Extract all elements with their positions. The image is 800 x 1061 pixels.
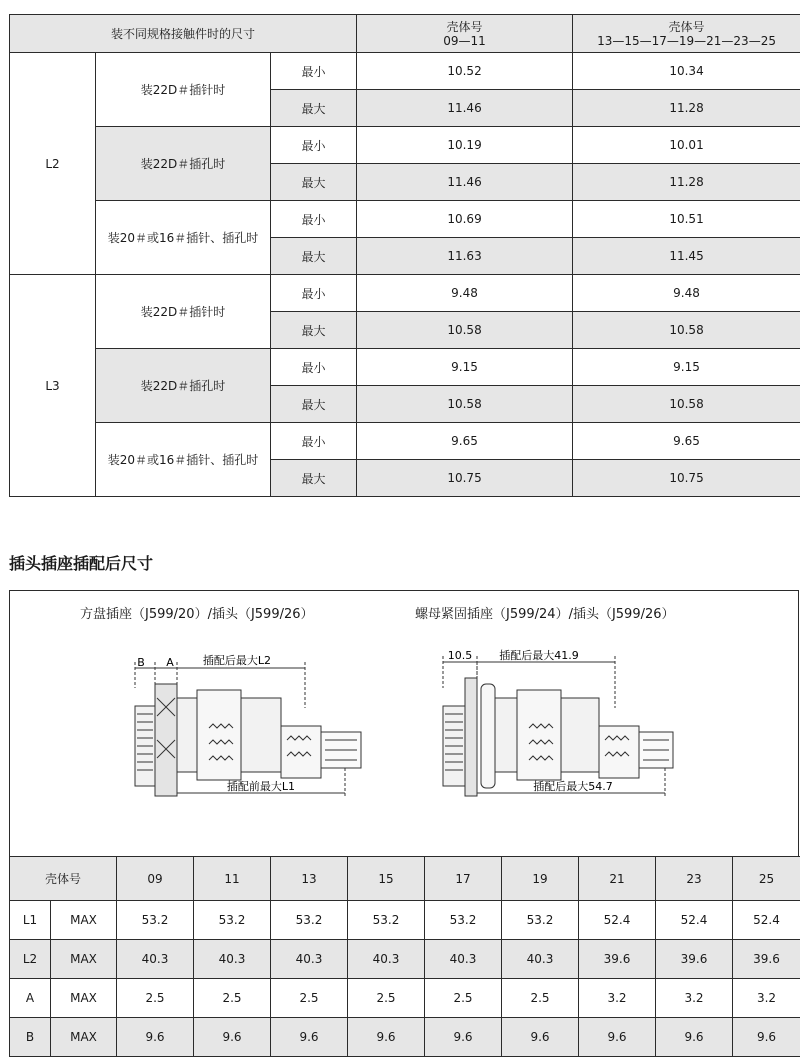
value-cell-13-25: 10.34 xyxy=(573,53,800,90)
table-row xyxy=(10,53,800,90)
dim-41-9-label: 插配后最大41.9 xyxy=(499,649,579,662)
minmax-label: 最大 xyxy=(271,312,357,349)
dimension-value: 3.2 xyxy=(733,979,800,1018)
header-shell-13-25 xyxy=(573,15,800,53)
value-cell-13-25: 10.01 xyxy=(573,127,800,164)
contact-dimension-table xyxy=(9,14,800,497)
jam-nut-receptacle-drawing xyxy=(435,648,680,798)
value-cell-09-11: 9.48 xyxy=(357,275,573,312)
dimension-value: 39.6 xyxy=(733,940,800,979)
dim-10-5-label: 10.5 xyxy=(447,649,473,662)
dimension-value: 2.5 xyxy=(502,979,579,1018)
dimension-value: 53.2 xyxy=(502,901,579,940)
value-cell-09-11: 10.19 xyxy=(357,127,573,164)
table-row xyxy=(10,201,800,238)
dimension-value: 2.5 xyxy=(425,979,502,1018)
dimension-value: 9.6 xyxy=(271,1018,348,1057)
value-cell-09-11: 10.52 xyxy=(357,53,573,90)
shell-size-header: 壳体号 xyxy=(10,857,117,901)
minmax-label: 最小 xyxy=(271,127,357,164)
value-cell-13-25: 11.45 xyxy=(573,238,800,275)
dimension-value: 40.3 xyxy=(348,940,425,979)
value-cell-13-25: 9.48 xyxy=(573,275,800,312)
dimension-name: A xyxy=(10,979,51,1018)
value-cell-09-11: 11.46 xyxy=(357,90,573,127)
shell-size-cell: 15 xyxy=(348,857,425,901)
left-figure-caption: 方盘插座（J599/20）/插头（J599/26） xyxy=(80,607,314,622)
minmax-label: 最小 xyxy=(271,423,357,460)
dimension-value: 9.6 xyxy=(733,1018,800,1057)
dimension-value: 3.2 xyxy=(656,979,733,1018)
table-row xyxy=(10,979,800,1018)
value-cell-09-11: 10.75 xyxy=(357,460,573,497)
table-row xyxy=(10,275,800,312)
dimension-value: 52.4 xyxy=(579,901,656,940)
header-col2-title: 壳体号 xyxy=(668,19,705,34)
table-row xyxy=(10,901,800,940)
dimension-value: 53.2 xyxy=(194,901,271,940)
dim-b-label: B xyxy=(137,656,145,669)
header-col2-sub: 13—15—17—19—21—23—25 xyxy=(597,33,776,48)
dimension-value: 2.5 xyxy=(271,979,348,1018)
value-cell-09-11: 10.58 xyxy=(357,312,573,349)
dimension-value: 52.4 xyxy=(656,901,733,940)
dimension-value: 9.6 xyxy=(194,1018,271,1057)
table-row xyxy=(10,940,800,979)
shell-size-cell: 21 xyxy=(579,857,656,901)
dimension-value: 9.6 xyxy=(117,1018,194,1057)
contact-type-label: 装22D＃插针时 xyxy=(96,53,271,127)
value-cell-13-25: 11.28 xyxy=(573,164,800,201)
minmax-label: 最大 xyxy=(271,90,357,127)
shell-size-cell: 09 xyxy=(117,857,194,901)
value-cell-13-25: 11.28 xyxy=(573,90,800,127)
dimension-value: 9.6 xyxy=(579,1018,656,1057)
dimension-value: 9.6 xyxy=(656,1018,733,1057)
table-row xyxy=(10,349,800,386)
minmax-label: 最大 xyxy=(271,238,357,275)
value-cell-09-11: 9.65 xyxy=(357,423,573,460)
dim-l1-label: 插配前最大L1 xyxy=(226,780,296,793)
value-cell-13-25: 10.75 xyxy=(573,460,800,497)
dimension-value: 52.4 xyxy=(733,901,800,940)
minmax-label: 最小 xyxy=(271,201,357,238)
value-cell-13-25: 10.58 xyxy=(573,386,800,423)
dimension-kind: MAX xyxy=(51,1018,117,1057)
header-col1-title: 壳体号 xyxy=(446,19,483,34)
dimension-value: 40.3 xyxy=(271,940,348,979)
dimension-value: 3.2 xyxy=(579,979,656,1018)
dimension-value: 39.6 xyxy=(656,940,733,979)
contact-type-label: 装22D＃插针时 xyxy=(96,275,271,349)
shell-size-cell: 11 xyxy=(194,857,271,901)
dimension-kind: MAX xyxy=(51,979,117,1018)
mated-dimension-table xyxy=(9,856,800,1057)
dimension-value: 9.6 xyxy=(425,1018,502,1057)
dimension-value: 53.2 xyxy=(425,901,502,940)
value-cell-13-25: 9.65 xyxy=(573,423,800,460)
dimension-value: 9.6 xyxy=(348,1018,425,1057)
dim-l2-label: 插配后最大L2 xyxy=(202,654,272,667)
table-row xyxy=(10,1018,800,1057)
dimension-value: 2.5 xyxy=(194,979,271,1018)
value-cell-09-11: 10.69 xyxy=(357,201,573,238)
right-figure-caption: 螺母紧固插座（J599/24）/插头（J599/26） xyxy=(415,607,675,622)
section-title: 插头插座插配后尺寸 xyxy=(9,554,154,573)
value-cell-13-25: 10.51 xyxy=(573,201,800,238)
minmax-label: 最大 xyxy=(271,164,357,201)
dimension-kind: MAX xyxy=(51,940,117,979)
contact-type-label: 装20＃或16＃插针、插孔时 xyxy=(96,201,271,275)
header-title: 装不同规格接触件时的尺寸 xyxy=(10,15,357,53)
contact-type-label: 装22D＃插孔时 xyxy=(96,127,271,201)
dimension-name: L1 xyxy=(10,901,51,940)
shell-size-cell: 17 xyxy=(425,857,502,901)
table-header-row xyxy=(10,15,800,53)
dimension-value: 53.2 xyxy=(271,901,348,940)
dimension-value: 40.3 xyxy=(502,940,579,979)
shell-size-cell: 13 xyxy=(271,857,348,901)
shell-size-cell: 25 xyxy=(733,857,800,901)
value-cell-09-11: 9.15 xyxy=(357,349,573,386)
dim-54-7-label: 插配后最大54.7 xyxy=(533,780,613,793)
table-header-row xyxy=(10,857,800,901)
table-row xyxy=(10,423,800,460)
dimension-value: 39.6 xyxy=(579,940,656,979)
value-cell-09-11: 11.46 xyxy=(357,164,573,201)
group-label: L3 xyxy=(10,275,96,497)
contact-type-label: 装20＃或16＃插针、插孔时 xyxy=(96,423,271,497)
shell-size-cell: 23 xyxy=(656,857,733,901)
dimension-name: B xyxy=(10,1018,51,1057)
dimension-value: 2.5 xyxy=(117,979,194,1018)
value-cell-13-25: 9.15 xyxy=(573,349,800,386)
dimension-kind: MAX xyxy=(51,901,117,940)
dim-a-label: A xyxy=(166,656,174,669)
contact-type-label: 装22D＃插孔时 xyxy=(96,349,271,423)
dimension-value: 53.2 xyxy=(348,901,425,940)
dimension-value: 9.6 xyxy=(502,1018,579,1057)
dimension-value: 2.5 xyxy=(348,979,425,1018)
value-cell-13-25: 10.58 xyxy=(573,312,800,349)
group-label: L2 xyxy=(10,53,96,275)
minmax-label: 最小 xyxy=(271,53,357,90)
dimension-value: 40.3 xyxy=(425,940,502,979)
dimension-value: 53.2 xyxy=(117,901,194,940)
minmax-label: 最大 xyxy=(271,386,357,423)
minmax-label: 最小 xyxy=(271,349,357,386)
dimension-value: 40.3 xyxy=(117,940,194,979)
panel-receptacle-drawing xyxy=(125,648,370,798)
value-cell-09-11: 11.63 xyxy=(357,238,573,275)
header-shell-09-11 xyxy=(357,15,573,53)
minmax-label: 最大 xyxy=(271,460,357,497)
table-row xyxy=(10,127,800,164)
dimension-name: L2 xyxy=(10,940,51,979)
value-cell-09-11: 10.58 xyxy=(357,386,573,423)
dimension-value: 40.3 xyxy=(194,940,271,979)
header-col1-sub: 09—11 xyxy=(443,33,486,48)
shell-size-cell: 19 xyxy=(502,857,579,901)
minmax-label: 最小 xyxy=(271,275,357,312)
